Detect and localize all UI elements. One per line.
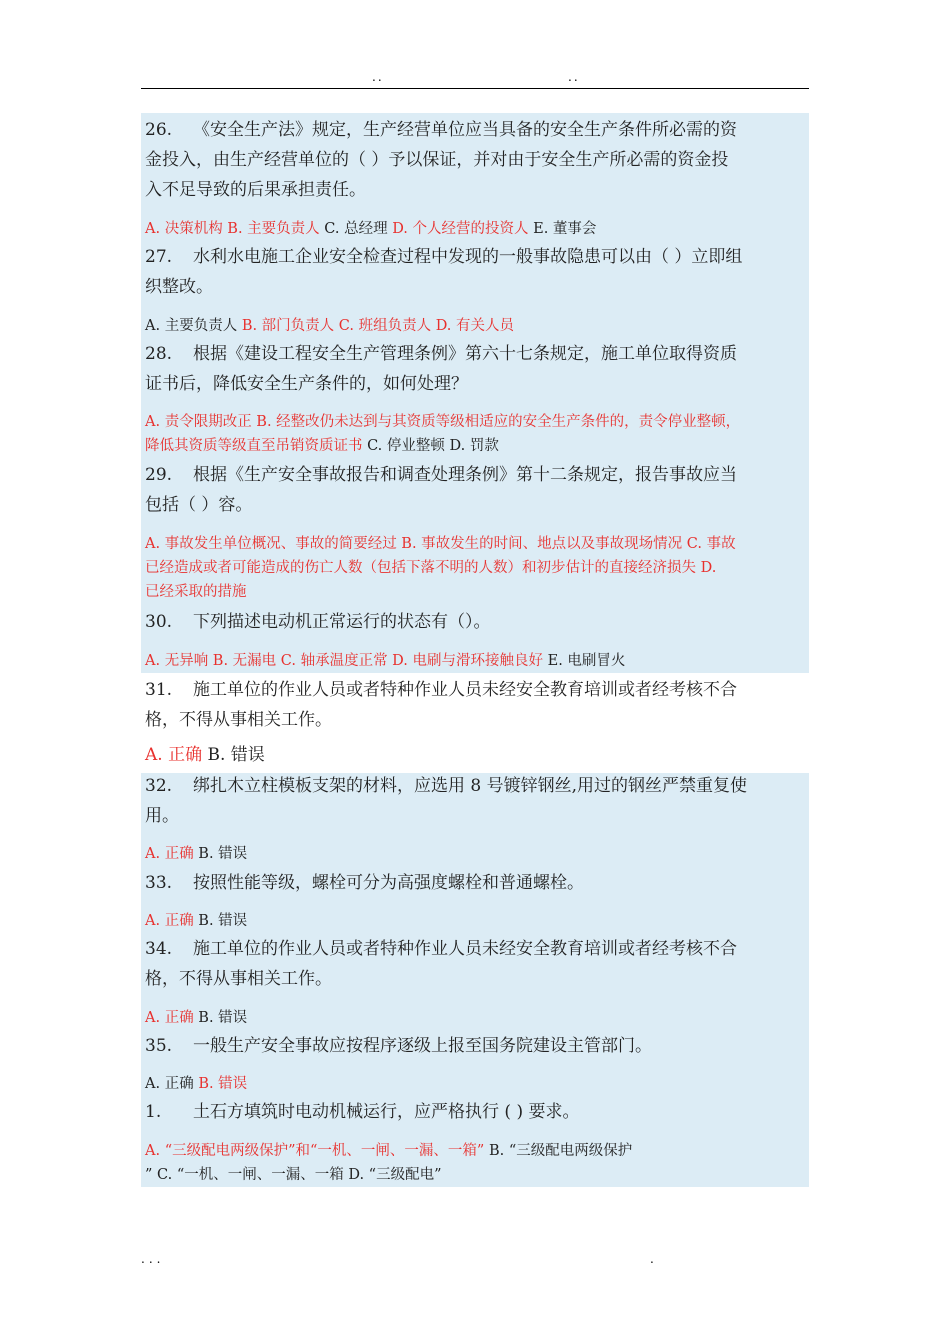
answer-option: C. 总经理 [319, 221, 393, 237]
question-number: 1. [145, 1102, 162, 1122]
question-line [145, 964, 807, 994]
question-number: 29. [145, 465, 173, 485]
answer-option: ” C. “一机、一闸、一漏、一箱 D. “三级配电” [145, 1167, 442, 1183]
answer-option-correct: 已经造成或者可能造成的伤亡人数（包括下落不明的人数）和初步估计的直接经济损失 D. [145, 560, 717, 576]
answer-31 [141, 741, 809, 769]
answer-option-correct: A. 事故发生单位概况、事故的简要经过 B. 事故发生的时间、地点以及事故现场情况 C. 事故 [145, 536, 736, 552]
answer-option: A. 主要负责人 [145, 318, 242, 334]
answer-27 [141, 314, 809, 338]
question-text: 《安全生产法》规定，生产经营单位应当具备的安全生产条件所必需的资 [193, 120, 737, 140]
answer-option: A. 正确 [145, 1076, 199, 1092]
answer-28 [141, 410, 809, 458]
question-line [145, 272, 807, 302]
answer-option-correct: A. 正确 [145, 846, 194, 862]
question-28 [141, 339, 809, 399]
answer-option: B. 错误 [193, 913, 248, 929]
answer-option-correct: 已经采取的措施 [145, 584, 247, 600]
question-text: 包括（ ）容。 [145, 495, 253, 515]
answer-option: B. 错误 [193, 846, 248, 862]
answer-option-correct: A. 无异响 B. 无漏电 C. 轴承温度正常 D. 电刷与滑环接触良好 [145, 653, 544, 669]
answer-option-correct: A. 决策机构 B. 主要负责人 [145, 221, 320, 237]
question-block-shaded-1 [141, 113, 809, 673]
question-text: 证书后，降低安全生产条件的，如何处理？ [145, 374, 468, 394]
question-32 [141, 771, 809, 831]
question-text: 绑扎木立柱模板支架的材料，应选用 8 号镀锌钢丝,用过的钢丝严禁重复使 [193, 776, 748, 796]
header-dots-right: .. [568, 70, 580, 84]
answer-option-correct: D. 个人经营的投资人 [392, 221, 529, 237]
answer-line [145, 741, 807, 769]
answer-1 [141, 1139, 809, 1187]
answer-option-correct: A. 正确 [145, 745, 203, 765]
question-line [145, 607, 807, 637]
question-block-plain [141, 673, 809, 773]
question-text: 根据《生产安全事故报告和调查处理条例》第十二条规定，报告事故应当 [193, 465, 737, 485]
answer-30 [141, 649, 809, 673]
header-rule [141, 88, 809, 89]
question-27 [141, 242, 809, 302]
footer-dots-left: ... [141, 1252, 165, 1266]
question-text: 土石方填筑时电动机械运行，应严格执行 ( ) 要求。 [193, 1102, 580, 1122]
answer-33 [141, 909, 809, 933]
answer-option: B. 错误 [202, 745, 265, 765]
header-dots-left: .. [372, 70, 384, 84]
question-33 [141, 868, 809, 898]
question-line [145, 1031, 807, 1061]
question-number: 33. [145, 873, 173, 893]
question-number: 27. [145, 247, 173, 267]
answer-26 [141, 217, 809, 241]
answer-line [145, 1072, 807, 1096]
answer-line [145, 1006, 807, 1030]
answer-line [145, 556, 807, 580]
question-line [145, 369, 807, 399]
answer-option-correct: A. “三级配电两级保护”和“一机、一闸、一漏、一箱” [145, 1143, 485, 1159]
question-number: 26. [145, 120, 173, 140]
question-text: 格，不得从事相关工作。 [145, 710, 332, 730]
answer-line [145, 532, 807, 556]
question-number: 30. [145, 612, 173, 632]
question-line [145, 490, 807, 520]
question-text: 织整改。 [145, 277, 213, 297]
question-text: 一般生产安全事故应按程序逐级上报至国务院建设主管部门。 [193, 1036, 652, 1056]
answer-35 [141, 1072, 809, 1096]
answer-line [145, 1163, 807, 1187]
question-text: 施工单位的作业人员或者特种作业人员未经安全教育培训或者经考核不合 [193, 939, 737, 959]
answer-option: E. 电刷冒火 [543, 653, 626, 669]
question-text: 施工单位的作业人员或者特种作业人员未经安全教育培训或者经考核不合 [193, 680, 737, 700]
question-line [145, 145, 807, 175]
answer-option: B. “三级配电两级保护 [484, 1143, 633, 1159]
question-line [145, 934, 807, 964]
question-31 [141, 675, 809, 735]
answer-option-correct: A. 正确 [145, 913, 194, 929]
question-text: 金投入，由生产经营单位的（ ）予以保证，并对由于安全生产所必需的资金投 [145, 150, 729, 170]
answer-line [145, 580, 807, 604]
question-line [145, 801, 807, 831]
footer-dots-right: . [650, 1252, 658, 1266]
answer-line [145, 649, 807, 673]
question-29 [141, 460, 809, 520]
answer-32 [141, 842, 809, 866]
answer-29 [141, 532, 809, 604]
answer-line [145, 410, 807, 434]
question-line [145, 242, 807, 272]
question-line [145, 115, 807, 145]
answer-line [145, 909, 807, 933]
question-number: 31. [145, 680, 173, 700]
question-35 [141, 1031, 809, 1061]
question-text: 水利水电施工企业安全检查过程中发现的一般事故隐患可以由（ ）立即组 [193, 247, 743, 267]
question-line [145, 1097, 807, 1127]
question-line [145, 705, 807, 735]
question-30 [141, 607, 809, 637]
answer-line [145, 314, 807, 338]
answer-option-correct: 降低其资质等级直至吊销资质证书 [145, 438, 363, 454]
question-line [145, 460, 807, 490]
answer-option-correct: B. 部门负责人 C. 班组负责人 D. 有关人员 [241, 318, 515, 334]
question-line [145, 175, 807, 205]
answer-option: B. 错误 [193, 1010, 248, 1026]
question-text: 入不足导致的后果承担责任。 [145, 180, 366, 200]
question-number: 32. [145, 776, 173, 796]
answer-line [145, 842, 807, 866]
question-number: 28. [145, 344, 173, 364]
answer-line [145, 217, 807, 241]
answer-option-correct: B. 错误 [198, 1076, 248, 1092]
answer-option-correct: A. 正确 [145, 1010, 194, 1026]
answer-34 [141, 1006, 809, 1030]
question-line [145, 339, 807, 369]
answer-line [145, 434, 807, 458]
question-number: 34. [145, 939, 173, 959]
question-block-shaded-2 [141, 773, 809, 1187]
question-text: 按照性能等级，螺栓可分为高强度螺栓和普通螺栓。 [193, 873, 584, 893]
question-text: 下列描述电动机正常运行的状态有（）。 [193, 612, 491, 632]
question-line [145, 675, 807, 705]
answer-line [145, 1139, 807, 1163]
question-line [145, 868, 807, 898]
question-1 [141, 1097, 809, 1127]
answer-option-correct: A. 责令限期改正 B. 经整改仍未达到与其资质等级相适应的安全生产条件的，责令停业整顿， [145, 414, 741, 430]
question-text: 格，不得从事相关工作。 [145, 969, 332, 989]
question-34 [141, 934, 809, 994]
question-number: 35. [145, 1036, 173, 1056]
question-text: 用。 [145, 806, 179, 826]
question-line [145, 771, 807, 801]
answer-option: E. 董事会 [528, 221, 597, 237]
question-text: 根据《建设工程安全生产管理条例》第六十七条规定，施工单位取得资质 [193, 344, 737, 364]
answer-option: C. 停业整顿 D. 罚款 [362, 438, 499, 454]
question-26 [141, 115, 809, 205]
